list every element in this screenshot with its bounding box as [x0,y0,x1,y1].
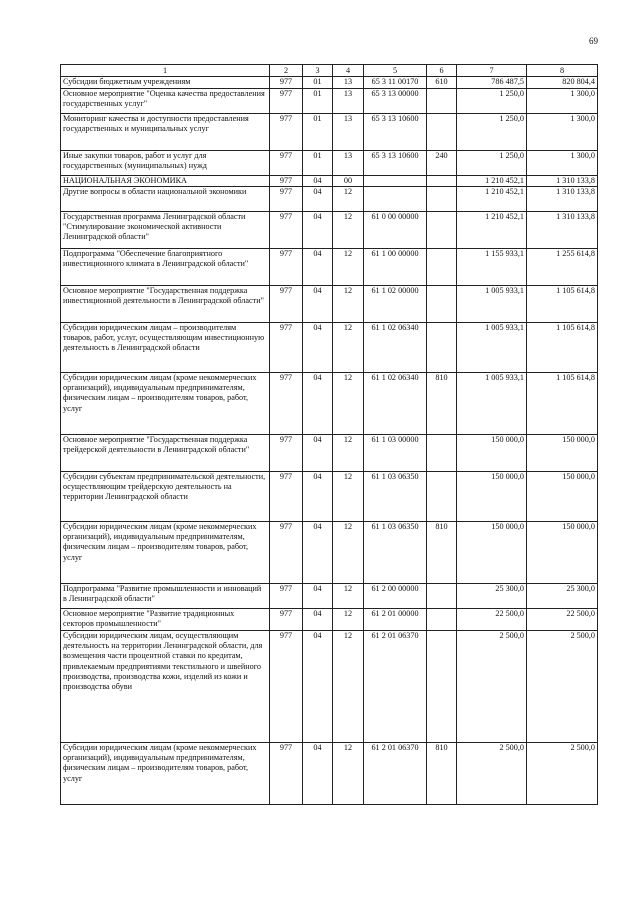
table-row [61,248,598,285]
row-section: 04 [303,583,333,608]
row-admin-code: 977 [270,175,303,186]
row-amount-year2: 150 000,0 [527,471,598,521]
row-admin-code: 977 [270,285,303,322]
row-section: 04 [303,285,333,322]
row-target-article: 61 1 02 00000 [364,285,427,322]
row-amount-year1: 25 300,0 [457,583,527,608]
row-expense-type [427,471,457,521]
row-expense-type [427,630,457,742]
row-section: 04 [303,248,333,285]
column-header: 7 [457,65,527,77]
row-name: Субсидии юридическим лицам (кроме некоммерческих организаций), индивидуальным предпринимателям, физическим лицам – производителям товаров, работ, услуг [61,742,270,804]
row-amount-year2: 1 105 614,8 [527,322,598,372]
row-admin-code: 977 [270,248,303,285]
row-name: Основное мероприятие "Оценка качества предоставления государственных услуг" [61,88,270,113]
table-row [61,521,598,583]
row-section: 04 [303,186,333,211]
row-subsection: 12 [333,742,364,804]
row-name: Субсидии юридическим лицам – производителям товаров, работ, услуг, осуществляющим инвестиционную деятельность в Ленинградской области [61,322,270,372]
row-target-article: 61 1 02 06340 [364,372,427,434]
row-admin-code: 977 [270,630,303,742]
row-name: Иные закупки товаров, работ и услуг для государственных (муниципальных) нужд [61,150,270,175]
table-row [61,742,598,804]
row-subsection: 00 [333,175,364,186]
row-amount-year2: 2 500,0 [527,742,598,804]
header-row [61,65,598,77]
row-amount-year2: 1 300,0 [527,88,598,113]
row-name: Основное мероприятие "Развитие традиционных секторов промышленности" [61,608,270,630]
row-expense-type [427,211,457,248]
row-admin-code: 977 [270,608,303,630]
column-header: 6 [427,65,457,77]
row-amount-year2: 1 310 133,8 [527,175,598,186]
row-admin-code: 977 [270,113,303,150]
row-amount-year1: 1 210 452,1 [457,175,527,186]
row-admin-code: 977 [270,471,303,521]
table-row [61,88,598,113]
row-expense-type [427,583,457,608]
row-section: 01 [303,150,333,175]
row-amount-year1: 1 210 452,1 [457,186,527,211]
row-admin-code: 977 [270,150,303,175]
column-header: 1 [61,65,270,77]
row-name: Другие вопросы в области национальной экономики [61,186,270,211]
page-number: 69 [589,36,598,46]
row-amount-year1: 1 005 933,1 [457,322,527,372]
row-target-article [364,175,427,186]
row-subsection: 12 [333,521,364,583]
row-amount-year1: 1 250,0 [457,113,527,150]
row-admin-code: 977 [270,186,303,211]
row-subsection: 13 [333,77,364,88]
row-name: Субсидии юридическим лицам (кроме некоммерческих организаций), индивидуальным предпринимателям, физическим лицам – производителям товаров, работ, услуг [61,372,270,434]
row-amount-year2: 1 105 614,8 [527,372,598,434]
row-target-article: 61 1 02 06340 [364,322,427,372]
row-amount-year2: 22 500,0 [527,608,598,630]
row-amount-year1: 1 155 933,1 [457,248,527,285]
row-amount-year2: 1 310 133,8 [527,186,598,211]
table-row [61,186,598,211]
row-target-article: 61 1 03 06350 [364,521,427,583]
row-name: Подпрограмма "Обеспечение благоприятного инвестиционного климата в Ленинградской области" [61,248,270,285]
column-header: 5 [364,65,427,77]
row-amount-year2: 1 300,0 [527,113,598,150]
table-row [61,630,598,742]
row-amount-year2: 1 255 614,8 [527,248,598,285]
row-target-article: 61 2 01 00000 [364,608,427,630]
row-amount-year1: 150 000,0 [457,434,527,471]
row-name: Основное мероприятие "Государственная поддержка инвестиционной деятельности в Ленинградской области" [61,285,270,322]
row-subsection: 12 [333,186,364,211]
row-amount-year2: 150 000,0 [527,434,598,471]
row-subsection: 13 [333,113,364,150]
row-target-article [364,186,427,211]
table-body [61,77,598,805]
row-name: Субсидии бюджетным учреждениям [61,77,270,88]
budget-table [60,64,598,805]
column-header: 4 [333,65,364,77]
row-amount-year1: 1 005 933,1 [457,372,527,434]
row-subsection: 12 [333,285,364,322]
row-target-article: 61 1 00 00000 [364,248,427,285]
row-section: 04 [303,521,333,583]
row-target-article: 61 2 01 06370 [364,742,427,804]
row-amount-year1: 1 250,0 [457,88,527,113]
row-admin-code: 977 [270,372,303,434]
row-section: 04 [303,471,333,521]
row-amount-year1: 22 500,0 [457,608,527,630]
row-target-article: 61 1 03 00000 [364,434,427,471]
column-header: 8 [527,65,598,77]
row-expense-type: 810 [427,742,457,804]
row-name: Основное мероприятие "Государственная поддержка трейдерской деятельности в Ленинградской области" [61,434,270,471]
row-name: Мониторинг качества и доступности предоставления государственных и муниципальных услуг [61,113,270,150]
row-target-article: 61 2 01 06370 [364,630,427,742]
table-row [61,150,598,175]
row-subsection: 12 [333,248,364,285]
row-admin-code: 977 [270,77,303,88]
row-expense-type: 810 [427,372,457,434]
row-amount-year2: 1 105 614,8 [527,285,598,322]
row-name: Государственная программа Ленинградской области "Стимулирование экономической активности Ленинградской области" [61,211,270,248]
table-row [61,77,598,88]
row-name: Субсидии юридическим лицам, осуществляющим деятельность на территории Ленинградской области, для возмещения части процентной ставки по кредитам, привлекаемым предприятиями текстильного и швейного производства, производства кожи, изделий из кожи и производства обуви [61,630,270,742]
row-subsection: 13 [333,150,364,175]
row-name: Субсидии субъектам предпринимательской деятельности, осуществляющим трейдерскую деятельность на территории Ленинградской области [61,471,270,521]
row-section: 01 [303,88,333,113]
row-name: Субсидии юридическим лицам (кроме некоммерческих организаций), индивидуальным предпринимателям, физическим лицам – производителям товаров, работ, услуг [61,521,270,583]
row-expense-type [427,434,457,471]
table-row [61,175,598,186]
table-row [61,471,598,521]
row-section: 04 [303,175,333,186]
row-subsection: 12 [333,608,364,630]
row-expense-type [427,113,457,150]
row-expense-type [427,186,457,211]
row-amount-year1: 2 500,0 [457,742,527,804]
row-section: 04 [303,742,333,804]
table-row [61,113,598,150]
row-section: 01 [303,77,333,88]
row-amount-year2: 1 310 133,8 [527,211,598,248]
row-expense-type [427,175,457,186]
row-expense-type [427,88,457,113]
row-section: 04 [303,608,333,630]
table-row [61,211,598,248]
row-expense-type: 610 [427,77,457,88]
row-expense-type: 240 [427,150,457,175]
row-target-article: 61 2 00 00000 [364,583,427,608]
row-expense-type [427,322,457,372]
row-section: 04 [303,211,333,248]
column-header: 2 [270,65,303,77]
row-amount-year2: 150 000,0 [527,521,598,583]
table-row [61,434,598,471]
row-admin-code: 977 [270,434,303,471]
row-name: НАЦИОНАЛЬНАЯ ЭКОНОМИКА [61,175,270,186]
row-subsection: 12 [333,434,364,471]
row-section: 04 [303,322,333,372]
row-amount-year1: 150 000,0 [457,471,527,521]
row-admin-code: 977 [270,211,303,248]
row-amount-year1: 150 000,0 [457,521,527,583]
row-admin-code: 977 [270,88,303,113]
row-amount-year1: 2 500,0 [457,630,527,742]
row-expense-type [427,608,457,630]
row-admin-code: 977 [270,322,303,372]
row-subsection: 12 [333,471,364,521]
row-subsection: 12 [333,211,364,248]
row-target-article: 61 0 00 00000 [364,211,427,248]
row-amount-year1: 786 487,5 [457,77,527,88]
row-section: 04 [303,434,333,471]
row-subsection: 12 [333,372,364,434]
row-section: 04 [303,372,333,434]
row-admin-code: 977 [270,521,303,583]
table-row [61,583,598,608]
row-expense-type [427,248,457,285]
row-amount-year1: 1 210 452,1 [457,211,527,248]
table-row [61,322,598,372]
row-admin-code: 977 [270,583,303,608]
column-header: 3 [303,65,333,77]
table-row [61,372,598,434]
row-target-article: 65 3 11 00170 [364,77,427,88]
row-section: 01 [303,113,333,150]
row-target-article: 61 1 03 06350 [364,471,427,521]
row-amount-year1: 1 250,0 [457,150,527,175]
row-subsection: 12 [333,583,364,608]
row-expense-type: 810 [427,521,457,583]
row-amount-year2: 25 300,0 [527,583,598,608]
row-subsection: 12 [333,322,364,372]
row-amount-year1: 1 005 933,1 [457,285,527,322]
row-target-article: 65 3 13 10600 [364,113,427,150]
row-amount-year2: 820 804,4 [527,77,598,88]
row-subsection: 13 [333,88,364,113]
row-amount-year2: 2 500,0 [527,630,598,742]
table-row [61,608,598,630]
row-admin-code: 977 [270,742,303,804]
table-row [61,285,598,322]
row-section: 04 [303,630,333,742]
row-target-article: 65 3 13 10600 [364,150,427,175]
row-subsection: 12 [333,630,364,742]
row-amount-year2: 1 300,0 [527,150,598,175]
row-name: Подпрограмма "Развитие промышленности и инноваций в Ленинградской области" [61,583,270,608]
row-expense-type [427,285,457,322]
row-target-article: 65 3 13 00000 [364,88,427,113]
